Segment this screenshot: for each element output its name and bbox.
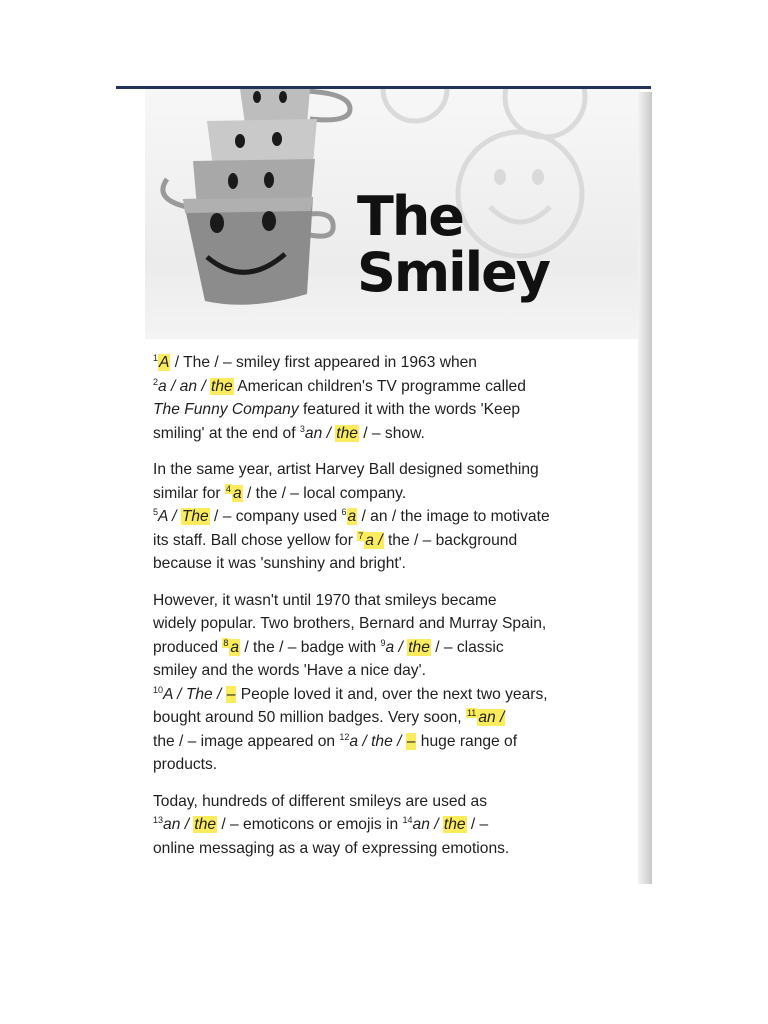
answer-option: an /: [163, 816, 194, 833]
answer-option: an /: [412, 816, 443, 833]
title-line-1: The: [357, 185, 463, 248]
text-segment: / an / the image to motivate: [357, 508, 550, 525]
page-title: [357, 185, 550, 304]
header-image: [145, 89, 640, 339]
answer-option: a / an /: [158, 377, 211, 395]
paragraph-2: [153, 458, 628, 576]
text-segment: People loved it and, over the next two years,: [236, 685, 548, 703]
question-number: 11: [466, 708, 477, 718]
text-segment: / – company used: [209, 508, 342, 525]
text-segment: In the same year, artist Harvey Ball designed something: [153, 461, 539, 478]
stacked-smiley-cups-icon: [145, 89, 365, 319]
question-number: 3: [299, 423, 305, 434]
question-number: 7: [358, 530, 364, 541]
question-number: 6: [341, 507, 347, 517]
answer-option: A / The /: [163, 685, 226, 703]
text-segment: smiley and the words 'Have a nice day'.: [153, 662, 426, 679]
answer-option: The: [181, 508, 209, 525]
text-segment: because it was 'sunshiny and bright'.: [153, 555, 407, 572]
text-segment: However, it wasn't until 1970 that smileys became: [153, 591, 497, 609]
answer-option: a /: [385, 638, 408, 656]
text-segment: widely popular. Two brothers, Bernard and Murray Spain,: [153, 615, 547, 632]
text-segment: –: [406, 732, 416, 750]
answer-option: a: [232, 484, 242, 502]
answer-option: a: [230, 638, 240, 656]
article-body: [153, 351, 628, 873]
question-number: 5: [153, 507, 159, 517]
page-edge-shadow: [638, 92, 652, 884]
text-segment: / – emoticons or emojis in: [217, 816, 403, 833]
answer-option: a: [347, 508, 357, 525]
text-segment: featured it with the words 'Keep: [298, 401, 521, 418]
answer-option: an /: [478, 709, 505, 726]
answer-option: A /: [158, 508, 181, 525]
text-segment: American children's TV programme called: [233, 377, 526, 395]
text-segment: similar for: [153, 484, 225, 502]
answer-option: an /: [304, 424, 336, 442]
paragraph-3: [153, 589, 628, 777]
answer-option: a /: [365, 531, 383, 549]
text-segment: online messaging as a way of expressing emotions.: [153, 839, 510, 857]
question-number: 9: [380, 637, 386, 648]
article-card: [145, 89, 647, 884]
paragraph-4: [153, 790, 628, 861]
question-number: 13: [153, 815, 164, 825]
question-number: 10: [153, 684, 164, 695]
text-segment: / – show.: [358, 424, 425, 442]
text-segment: / the / – badge with: [240, 638, 381, 656]
text-segment: smiling' at the end of: [153, 424, 300, 442]
question-number: 14: [402, 815, 413, 825]
text-segment: Today, hundreds of different smileys are used as: [153, 792, 488, 810]
text-segment: its staff. Ball chose yellow for: [153, 531, 358, 549]
answer-option: the: [408, 638, 430, 656]
question-number: 12: [339, 731, 350, 742]
text-segment: the / – image appeared on: [153, 732, 340, 750]
text-segment: produced: [153, 638, 223, 656]
text-segment: products.: [153, 756, 218, 773]
question-number: 4: [225, 483, 231, 494]
answer-option: the: [194, 816, 217, 833]
answer-option: the: [211, 377, 233, 395]
text-segment: / the / – local company.: [242, 484, 407, 502]
text-segment: bought around 50 million badges. Very soon,: [153, 709, 466, 726]
answer-option: the: [443, 816, 466, 833]
question-number: 1: [153, 353, 159, 363]
text-segment: huge range of: [416, 732, 518, 750]
answer-option: a / the /: [349, 732, 406, 750]
text-segment: / The / – smiley first appeared in 1963 when: [170, 354, 477, 371]
answer-option: the: [336, 424, 358, 442]
title-line-2: Smiley: [357, 241, 550, 304]
text-segment: –: [226, 685, 236, 703]
text-segment: / –: [466, 816, 489, 833]
answer-option: A: [159, 354, 170, 371]
answer-option: The Funny Company: [153, 401, 299, 418]
question-number: 8: [223, 637, 229, 648]
text-segment: the / – background: [383, 531, 518, 549]
question-number: 2: [153, 376, 159, 387]
text-segment: / – classic: [430, 638, 504, 656]
paragraph-1: [153, 351, 628, 445]
